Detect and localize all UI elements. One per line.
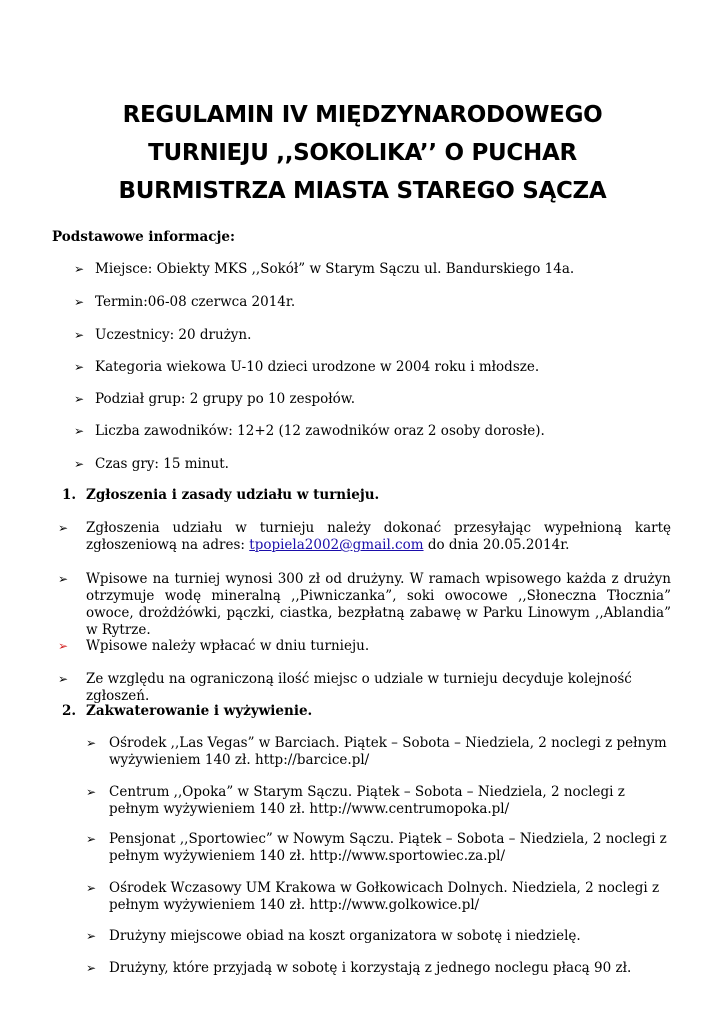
bullet-arrow-icon: ➢ [58,672,69,686]
title-line-2: TURNIEJU ,,SOKOLIKA’’ O PUCHAR [148,140,577,166]
list-item: Ośrodek ,,Las Vegas” w Barciach. Piątek – Sobota – Niedziela, 2 noclegi z pełnym wyżywieniem 140 zł. http://barcice.pl/ [109,735,667,768]
registration-text: Zgłoszenia udziału w turnieju należy dokonać przesyłając wypełnioną kartę zgłoszeniową na adres: [86,520,671,553]
title-line-3: BURMISTRZA MIASTA STAREGO SĄCZA [118,178,607,204]
list-item [86,520,671,554]
list-item: Drużyny, które przyjadą w sobotę i korzystają z jednego noclegu płacą 90 zł. [109,960,632,976]
bullet-arrow-icon: ➢ [74,360,85,374]
list-item: Miejsce: Obiekty MKS ,,Sokół” w Starym Sączu ul. Bandurskiego 14a. [95,261,575,277]
bullet-arrow-icon: ➢ [58,521,69,535]
bullet-arrow-icon: ➢ [58,572,69,586]
bullet-arrow-icon: ➢ [86,832,97,846]
section-2-number: 2. [62,703,77,719]
bullet-arrow-icon: ➢ [86,881,97,895]
bullet-arrow-icon: ➢ [74,295,85,309]
document-title [60,96,665,210]
section-1-heading: Zgłoszenia i zasady udziału w turnieju. [86,487,380,503]
list-item: Wpisowe należy wpłacać w dniu turnieju. [86,638,370,654]
list-item: Uczestnicy: 20 drużyn. [95,327,252,343]
list-item: Wpisowe na turniej wynosi 300 zł od drużyny. W ramach wpisowego każda z drużyn otrzymuje wodę mineralną ,,Piwniczanka”, soki owocowe ,,Słoneczna Tłocznia” owoce, drożdżówki, pączki, ciastka, bezpłatną zabawę w Parku Linowym ,,Ablandia” w Rytrze. [86,571,671,638]
section-1-number: 1. [62,487,77,503]
registration-deadline: do dnia 20.05.2014r. [423,537,570,553]
title-line-1: REGULAMIN IV MIĘDZYNARODOWEGO [122,102,603,128]
bullet-arrow-red-icon: ➢ [58,639,69,653]
list-item: Ze względu na ograniczoną ilość miejsc o udziale w turnieju decyduje kolejność zgłoszeń. [86,671,632,704]
basic-info-heading: Podstawowe informacje: [52,229,235,245]
bullet-arrow-icon: ➢ [86,785,97,799]
section-2-heading: Zakwaterowanie i wyżywienie. [86,703,313,719]
list-item: Centrum ,,Opoka” w Starym Sączu. Piątek – Sobota – Niedziela, 2 noclegi z pełnym wyżywieniem 140 zł. http://www.centrumopoka.pl/ [109,784,625,817]
list-item: Termin:06-08 czerwca 2014r. [95,294,296,310]
bullet-arrow-icon: ➢ [74,262,85,276]
bullet-arrow-icon: ➢ [74,328,85,342]
list-item: Drużyny miejscowe obiad na koszt organizatora w sobotę i niedzielę. [109,928,581,944]
list-item: Pensjonat ,,Sportowiec” w Nowym Sączu. Piątek – Sobota – Niedziela, 2 noclegi z pełnym wyżywieniem 140 zł. http://www.sportowiec.za.pl/ [109,831,667,864]
list-item: Podział grup: 2 grupy po 10 zespołów. [95,391,356,407]
bullet-arrow-icon: ➢ [74,424,85,438]
bullet-arrow-icon: ➢ [74,457,85,471]
list-item: Liczba zawodników: 12+2 (12 zawodników oraz 2 osoby dorosłe). [95,423,545,439]
list-item: Czas gry: 15 minut. [95,456,229,472]
bullet-arrow-icon: ➢ [74,392,85,406]
email-link[interactable]: tpopiela2002@gmail.com [249,537,424,553]
list-item: Ośrodek Wczasowy UM Krakowa w Gołkowicach Dolnych. Niedziela, 2 noclegi z pełnym wyżywieniem 140 zł. http://www.golkowice.pl/ [109,880,660,913]
bullet-arrow-icon: ➢ [86,929,97,943]
bullet-arrow-icon: ➢ [86,961,97,975]
bullet-arrow-icon: ➢ [86,736,97,750]
list-item: Kategoria wiekowa U-10 dzieci urodzone w 2004 roku i młodsze. [95,359,540,375]
